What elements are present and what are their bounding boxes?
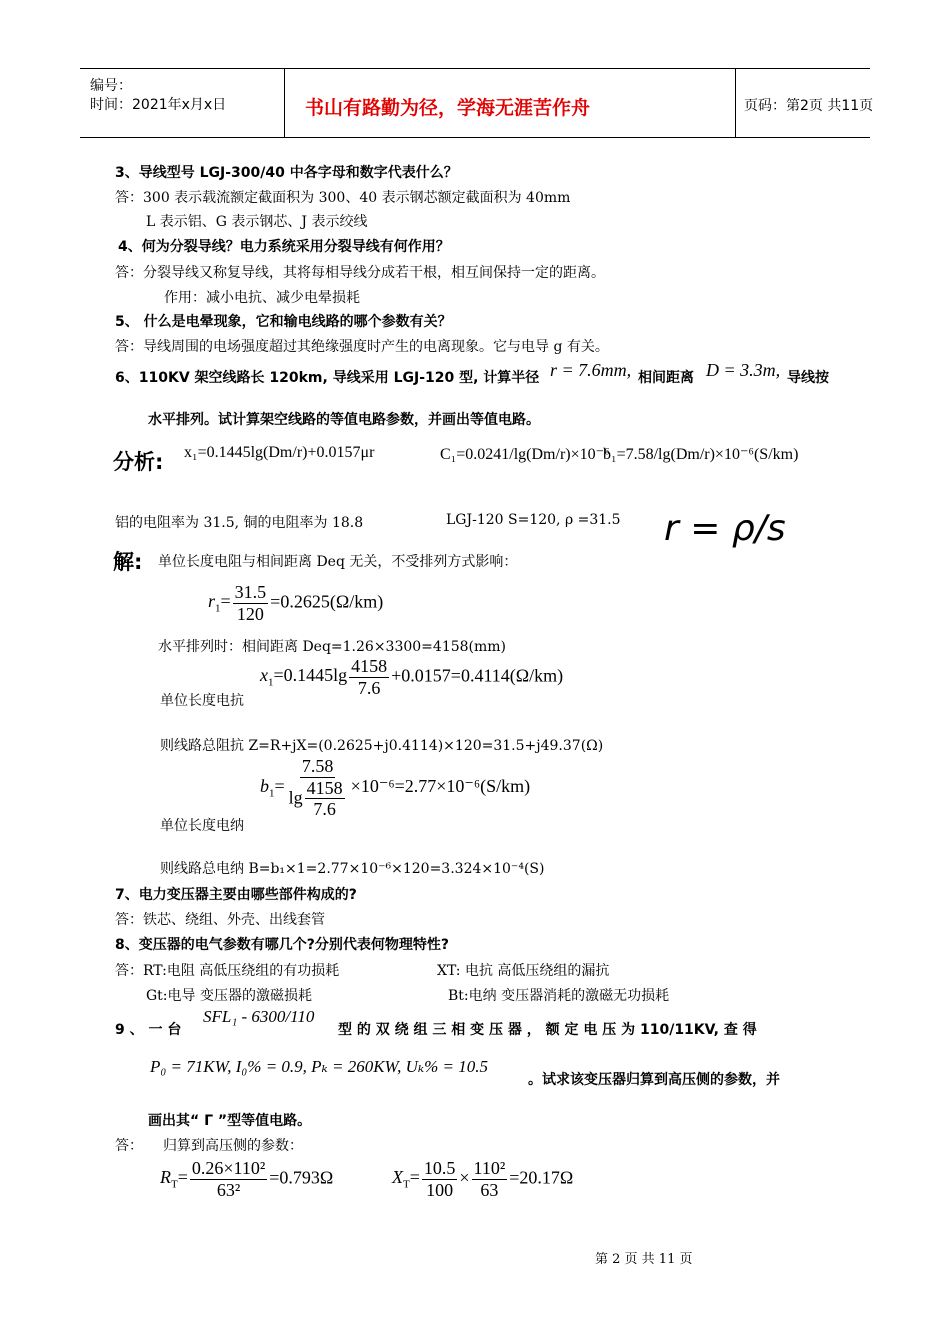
rt-denominator: 63² xyxy=(216,1179,241,1200)
page-header xyxy=(80,68,874,138)
xt-result: =20.17Ω xyxy=(509,1167,574,1188)
solution-label: 解: xyxy=(113,550,143,574)
xt-fraction-1 xyxy=(422,1158,458,1200)
motto: 书山有路勤为径，学海无涯苦作舟 xyxy=(305,97,591,119)
q8-answer-2: Gt:电导 变压器的激磁损耗 xyxy=(146,988,312,1004)
q9-title-d: 画出其“ Γ ”型等值电路。 xyxy=(148,1113,312,1129)
q6-distance: D = 3.3m, xyxy=(706,360,781,380)
resistivity-note: 铝的电阻率为 31.5, 铜的电阻率为 18.8 xyxy=(115,515,364,531)
q3-answer-2: L 表示铝、G 表示钢芯、J 表示绞线 xyxy=(146,214,368,230)
rt-result: =0.793Ω xyxy=(269,1167,334,1188)
q9-title-b: 型 的 双 绕 组 三 相 变 压 器 ， 额 定 电 压 为 110/11KV, 查 得 xyxy=(338,1022,757,1038)
q6-title-c: 导线按 xyxy=(787,370,829,386)
b1-formula: $b_1=$ 7.58 lg $\frac{4158}{7.6}$ ×10⁻⁶=2.77×10⁻⁶(S/km) xyxy=(260,756,531,820)
q3-answer-1: 答：300 表示载流额定截面积为 300、40 表示钢芯额定截面积为 40mm xyxy=(115,190,571,206)
x1-result: +0.0157=0.4114(Ω/km) xyxy=(391,665,564,686)
x1-formula: $x_1=0.1445\lg$ $\frac{4158}{7.6}$ +0.0157=0.4114(Ω/km) xyxy=(260,656,564,698)
q9-answer-label: 答： xyxy=(115,1138,143,1154)
date-label: 时间：2021年x月x日 xyxy=(90,97,227,113)
formula-x1: x₁=0.1445lg(Dm/r)+0.0157μr xyxy=(184,444,375,461)
xt-numerator-1: 10.5 xyxy=(423,1158,456,1178)
xt-denominator-1: 100 xyxy=(426,1179,454,1200)
b1-inner-denominator: 7.6 xyxy=(313,799,336,820)
header-page-cell xyxy=(736,69,874,137)
formula-c1: C₁=0.0241/lg(Dm/r)×10⁻⁶ xyxy=(440,446,610,463)
r1-numerator: 31.5 xyxy=(234,582,267,602)
rt-fraction xyxy=(190,1158,267,1200)
xt-formula: $X_T=$ $\frac{10.5}{100}$ × $\frac{\text{110²}}{63}$ =20.17Ω xyxy=(392,1158,574,1200)
r1-fraction xyxy=(233,582,269,624)
b1-numerator: 7.58 xyxy=(301,756,334,776)
q7-answer-1: 答：铁芯、绕组、外壳、出线套管 xyxy=(115,912,325,928)
header-motto-cell xyxy=(285,69,736,137)
rt-numerator: 0.26×110² xyxy=(191,1158,266,1178)
x1-numerator: 4158 xyxy=(351,656,388,676)
formula-b1: b₁=7.58/lg(Dm/r)×10⁻⁶(S/km) xyxy=(603,446,799,463)
deq-line: 水平排列时：相间距离 Deq=1.26×3300=4158(mm) xyxy=(158,639,507,655)
q6-title-d: 水平排列。试计算架空线路的等值电路参数，并画出等值电路。 xyxy=(148,412,540,428)
b1-fraction: 7.58 lg $\frac{4158}{7.6}$ xyxy=(288,756,343,820)
q3-title: 3、导线型号 LGJ-300/40 中各字母和数字代表什么？ xyxy=(115,165,458,181)
xt-numerator-2: 110² xyxy=(473,1158,506,1178)
q9-params: P₀ = 71KW, I₀% = 0.9, Pₖ = 260KW, Uₖ% = 10.5 xyxy=(150,1057,489,1076)
footer-page: 第 2 页 共 11 页 xyxy=(595,1252,693,1267)
q7-title: 7、电力变压器主要由哪些部件构成的? xyxy=(115,887,357,903)
q6-radius: r = 7.6mm, xyxy=(550,360,632,380)
b1-inner-numerator: 4158 xyxy=(306,777,343,798)
q8-title: 8、变压器的电气参数有哪几个?分别代表何物理特性? xyxy=(115,937,449,953)
q9-answer-text: 归算到高压侧的参数： xyxy=(163,1138,303,1154)
xt-denominator-2: 63 xyxy=(480,1179,499,1200)
x1-fraction xyxy=(349,656,389,698)
b1-inner-fraction xyxy=(305,778,345,820)
q8-answer-2b: Bt:电纳 变压器消耗的激磁无功损耗 xyxy=(448,988,670,1004)
analysis-label: 分析: xyxy=(113,450,164,474)
q4-answer-2: 作用：减小电抗、减少电晕损耗 xyxy=(164,290,360,306)
q4-answer-1: 答：分裂导线又称复导线，其将每相导线分成若干根，相互间保持一定的距离。 xyxy=(115,265,605,281)
header-page-info: 页码：第2页 共11页 xyxy=(744,98,874,114)
xt-fraction-2 xyxy=(472,1158,508,1200)
x1-denominator: 7.6 xyxy=(357,677,381,698)
q5-answer-1: 答：导线周围的电场强度超过其绝缘强度时产生的电离现象。它与电导 g 有关。 xyxy=(115,339,609,355)
solution-text: 单位长度电阻与相间距离 Deq 无关，不受排列方式影响： xyxy=(158,554,518,570)
r1-denominator: 120 xyxy=(236,603,264,624)
header-left-cell xyxy=(80,69,285,137)
b-line: 则线路总电纳 B=b₁×1=2.77×10⁻⁶×120=3.324×10⁻⁴(S) xyxy=(160,861,545,877)
x1-label: 单位长度电抗 xyxy=(160,693,244,709)
q8-answer-1: 答：RT:电阻 高低压绕组的有功损耗 xyxy=(115,963,340,979)
z-line: 则线路总阻抗 Z=R+jX=(0.2625+j0.4114)×120=31.5+j49.37(Ω) xyxy=(160,738,604,754)
b1-label: 单位长度电纳 xyxy=(160,818,244,834)
r1-result: =0.2625(Ω/km) xyxy=(270,591,384,612)
q9-title-c: 。试求该变压器归算到高压侧的参数，并 xyxy=(528,1072,780,1088)
q9-title-a: 9 、 一 台 xyxy=(115,1022,182,1038)
b1-result: ×10⁻⁶=2.77×10⁻⁶(S/km) xyxy=(350,776,531,797)
q8-answer-1b: XT: 电抗 高低压绕组的漏抗 xyxy=(437,963,610,979)
lgj-note: LGJ-120 S=120, ρ =31.5 xyxy=(446,512,621,528)
q6-title-a: 6、110KV 架空线路长 120km, 导线采用 LGJ-120 型, 计算半径 xyxy=(115,370,540,386)
number-label: 编号： xyxy=(90,78,132,94)
rt-formula: $R_T=$ $\frac{\text{0.26×110²}}{\text{63²}}$ =0.793Ω xyxy=(160,1158,334,1200)
q5-title: 5、 什么是电晕现象，它和输电线路的哪个参数有关？ xyxy=(115,314,452,330)
r1-formula: $r_1=$ $\frac{31.5}{120}$ =0.2625(Ω/km) xyxy=(208,582,384,624)
r-rho-s-formula: r = ρ/s xyxy=(664,508,786,549)
q4-title: 4、何为分裂导线？电力系统采用分裂导线有何作用？ xyxy=(118,239,450,255)
q9-model: SFL₁ - 6300/110 xyxy=(203,1007,315,1026)
q6-title-b: 相间距离 xyxy=(638,370,694,386)
